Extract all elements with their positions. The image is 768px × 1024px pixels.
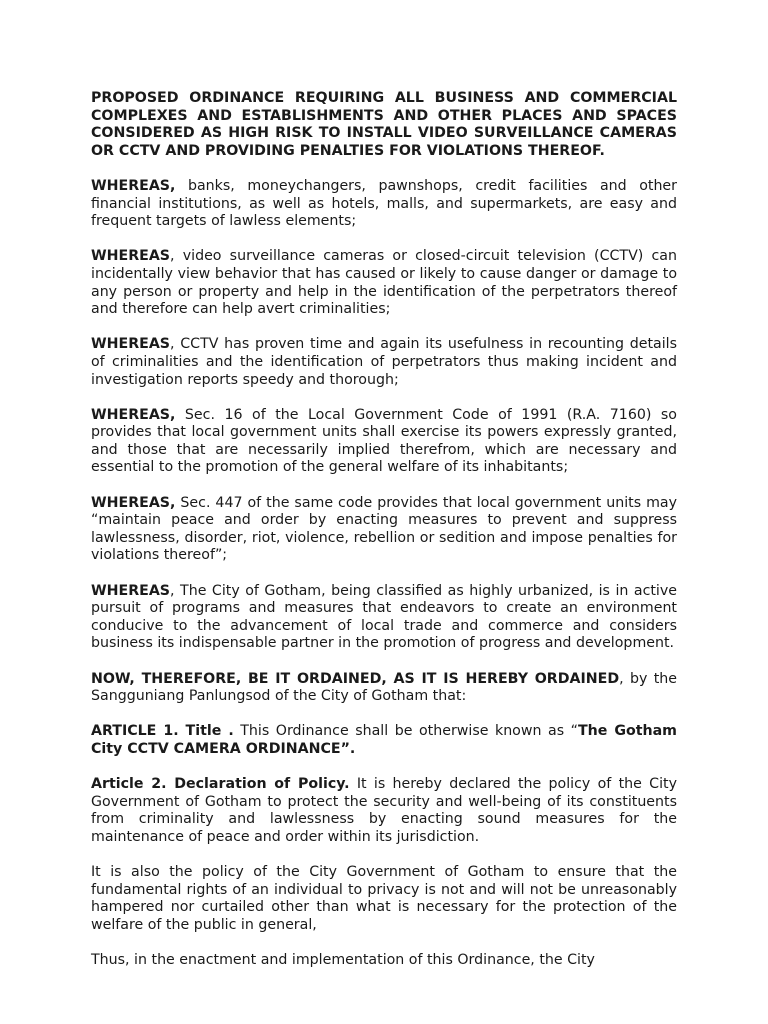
whereas-lead: WHEREAS, (91, 406, 176, 423)
article-2 (91, 776, 677, 846)
whereas-text: banks, moneychangers, pawnshops, credit facilities and other financial institutions, as well as hotels, malls, and supermarkets, are easy and frequent targets of lawless elements; (91, 177, 677, 230)
whereas-lead: WHEREAS (91, 336, 171, 353)
whereas-text: Sec. 16 of the Local Government Code of 1991 (R.A. 7160) so provides that local government units shall exercise its powers expressly granted, and those that are necessarily implied therefrom, which are necessary and essential to the promotion of the general welfare of its inhabitants; (91, 406, 677, 476)
whereas-clause-3 (91, 336, 677, 389)
article-2-heading: Article 2. Declaration of Policy. (91, 776, 350, 793)
whereas-lead: WHEREAS (91, 582, 171, 599)
ordinance-name: The Gotham City CCTV CAMERA ORDINANCE”. (91, 723, 677, 757)
ordaining-text: , by the Sangguniang Panlungsod of the City of Gotham that: (91, 670, 678, 705)
ordaining-lead: NOW, THEREFORE, BE IT ORDAINED, AS IT IS HEREBY ORDAINED (91, 670, 620, 687)
ordaining-clause (91, 671, 677, 706)
whereas-clause-4 (91, 407, 677, 477)
whereas-text: , CCTV has proven time and again its usefulness in recounting details of criminalities and the identification of perpetrators thus making incident and investigation reports speedy and thorough; (91, 336, 677, 388)
whereas-clause-2 (91, 248, 677, 318)
whereas-lead: WHEREAS (91, 248, 171, 265)
article-1-heading: ARTICLE 1. Title . (91, 723, 234, 740)
policy-paragraph: It is also the policy of the City Government of Gotham to ensure that the fundamental rights of an individual to privacy is not and will not be unreasonably hampered nor curtailed other than what is necessary for the protection of the welfare of the public in general, (91, 864, 677, 933)
document-page (91, 90, 677, 987)
whereas-text: Sec. 447 of the same code provides that local government units may “maintain peace and order by enacting measures to prevent and suppress lawlessness, disorder, riot, violence, rebellion or sedition and impose penalties for violations thereof”; (91, 494, 677, 564)
whereas-lead: WHEREAS, (91, 494, 176, 511)
whereas-lead: WHEREAS, (91, 177, 176, 194)
whereas-clause-5 (91, 495, 677, 565)
whereas-clause-1 (91, 178, 677, 231)
whereas-clause-6 (91, 583, 677, 653)
article-2-text: It is hereby declared the policy of the City Government of Gotham to protect the security and well-being of its constituents from criminality and lawlessness by enacting sound measures for the maintenance of peace and order within its jurisdiction. (91, 776, 677, 845)
article-1-text: This Ordinance shall be otherwise known as “ (233, 723, 578, 740)
thus-paragraph: Thus, in the enactment and implementation of this Ordinance, the City (91, 952, 595, 969)
whereas-text: , The City of Gotham, being classified as highly urbanized, is in active pursuit of programs and measures that endeavors to create an environment conducive to the advancement of local trade and commerce and considers business its indispensable partner in the promotion of progress and development. (91, 582, 677, 652)
article-1 (91, 723, 677, 758)
whereas-text: , video surveillance cameras or closed-circuit television (CCTV) can incidentally view behavior that has caused or likely to cause danger or damage to any person or property and help in the identification of the perpetrators thereof and therefore can help avert criminalities; (91, 248, 677, 318)
ordinance-title: PROPOSED ORDINANCE REQUIRING ALL BUSINESS AND COMMERCIAL COMPLEXES AND ESTABLISHMENTS AND OTHER PLACES AND SPACES CONSIDERED AS HIGH RISK TO INSTALL VIDEO SURVEILLANCE CAMERAS OR CCTV AND PROVIDING PENALTIES FOR VIOLATIONS THEREOF. (91, 90, 677, 159)
